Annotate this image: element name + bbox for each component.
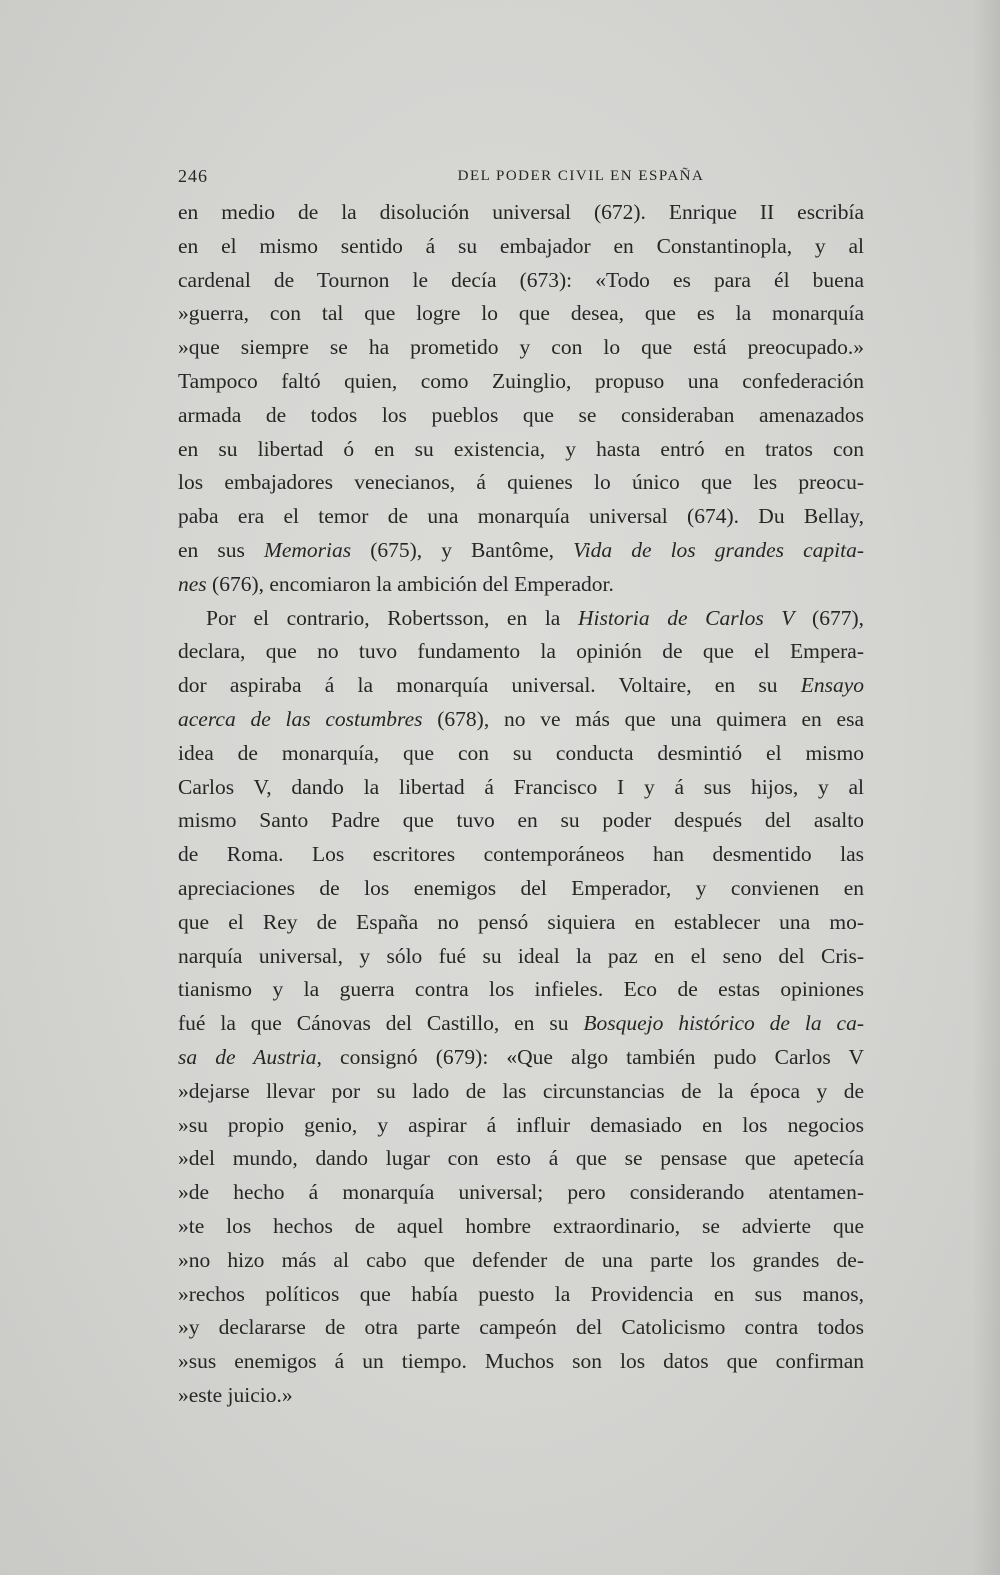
- text-run: »y declararse de otra parte campeón del Catolicismo contra todos: [178, 1315, 864, 1340]
- page-number: 246: [178, 166, 208, 186]
- text-line: [178, 568, 864, 602]
- text-run: (675), y Bantôme,: [351, 537, 574, 562]
- italic-title: Ensayo: [800, 673, 864, 698]
- text-run: »sus enemigos á un tiempo. Muchos son los datos que confirman: [178, 1349, 864, 1374]
- text-run: Tampoco faltó quien, como Zuinglio, propuso una confederación: [178, 368, 864, 393]
- text-line: [178, 973, 864, 1007]
- text-run: »dejarse llevar por su lado de las circunstancias de la época y de: [178, 1078, 864, 1103]
- body-text: [178, 196, 864, 1413]
- text-line: [178, 500, 864, 534]
- text-run: , consignó (679): «Que algo también pudo Carlos V: [316, 1044, 864, 1069]
- text-run: mismo Santo Padre que tuvo en su poder después del asalto: [178, 808, 864, 833]
- text-line: [178, 433, 864, 467]
- text-line: [178, 703, 864, 737]
- text-line: [178, 1007, 864, 1041]
- running-title: DEL PODER CIVIL EN ESPAÑA: [457, 168, 705, 184]
- text-run: dor aspiraba á la monarquía universal. Voltaire, en su: [178, 673, 801, 698]
- text-line: [178, 1142, 864, 1176]
- text-run: narquía universal, y sólo fué su ideal la paz en el seno del Cris-: [178, 943, 864, 968]
- italic-title: sa de Austria: [178, 1044, 317, 1069]
- text-line: [178, 771, 864, 805]
- text-line: [178, 466, 864, 500]
- text-line: [178, 940, 864, 974]
- italic-title: Vida de los grandes capita-: [573, 537, 864, 562]
- text-line: [178, 602, 864, 636]
- text-run: armada de todos los pueblos que se consideraban amenazados: [178, 402, 864, 427]
- text-run: cardenal de Tournon le decía (673): «Todo es para él buena: [178, 267, 864, 292]
- text-line: [178, 804, 864, 838]
- running-head: [178, 166, 864, 190]
- text-run: los embajadores venecianos, á quienes lo único que les preocu-: [178, 470, 864, 495]
- text-run: que el Rey de España no pensó siquiera en establecer una mo-: [178, 909, 864, 934]
- text-run: fué la que Cánovas del Castillo, en su: [178, 1011, 584, 1036]
- text-line: [178, 331, 864, 365]
- text-line: [178, 297, 864, 331]
- text-line: [178, 872, 864, 906]
- text-line: [178, 669, 864, 703]
- text-run: en medio de la disolución universal (672). Enrique II escribía: [178, 200, 864, 224]
- text-run: paba era el temor de una monarquía universal (674). Du Bellay,: [178, 504, 864, 529]
- text-run: »de hecho á monarquía universal; pero considerando atentamen-: [178, 1180, 864, 1205]
- text-run: de Roma. Los escritores contemporáneos han desmentido las: [178, 842, 864, 867]
- text-run: »del mundo, dando lugar con esto á que se pensase que apetecía: [178, 1146, 864, 1171]
- text-run: en su libertad ó en su existencia, y hasta entró en tratos con: [178, 436, 864, 461]
- italic-title: Historia de Carlos V: [577, 605, 795, 630]
- text-line: [178, 230, 864, 264]
- text-line: [178, 906, 864, 940]
- text-run: »su propio genio, y aspirar á influir demasiado en los negocios: [178, 1112, 864, 1137]
- text-line: [178, 1075, 864, 1109]
- text-run: »rechos políticos que había puesto la Providencia en sus manos,: [178, 1281, 864, 1306]
- text-line: [178, 264, 864, 298]
- text-line: [178, 1278, 864, 1312]
- text-line: [178, 399, 864, 433]
- text-run: idea de monarquía, que con su conducta desmintió el mismo: [178, 740, 864, 765]
- italic-title: Bosquejo histórico de la ca-: [583, 1011, 864, 1036]
- text-run: apreciaciones de los enemigos del Emperador, y convienen en: [178, 875, 864, 900]
- text-line: [178, 1041, 864, 1075]
- text-line: [178, 1345, 864, 1379]
- text-line: [178, 838, 864, 872]
- text-line: [178, 1210, 864, 1244]
- text-run: en el mismo sentido á su embajador en Constantinopla, y al: [178, 233, 864, 258]
- text-run: declara, que no tuvo fundamento la opinión de que el Empera-: [178, 639, 864, 664]
- text-line: [178, 365, 864, 399]
- italic-title: Memorias: [263, 537, 352, 562]
- text-run: Carlos V, dando la libertad á Francisco I y á sus hijos, y al: [178, 774, 864, 799]
- text-run: (677),: [794, 605, 864, 630]
- text-run: tianismo y la guerra contra los infieles. Eco de estas opiniones: [178, 977, 864, 1002]
- text-run: Por el contrario, Robertsson, en la: [206, 605, 578, 630]
- italic-title: nes: [178, 571, 207, 596]
- text-run: »no hizo más al cabo que defender de una parte los grandes de-: [178, 1247, 864, 1272]
- text-run: »este juicio.»: [178, 1382, 293, 1407]
- text-line: [178, 1109, 864, 1143]
- text-line: [178, 737, 864, 771]
- text-line: [178, 534, 864, 568]
- text-run: (676), encomiaron la ambición del Emperador.: [206, 571, 614, 596]
- text-line: [178, 1379, 864, 1413]
- text-run: en sus: [178, 537, 264, 562]
- italic-title: acerca de las costumbres: [178, 706, 423, 731]
- text-line: [178, 635, 864, 669]
- text-line: [178, 196, 864, 230]
- text-run: »que siempre se ha prometido y con lo que está preocupado.»: [178, 335, 864, 360]
- text-line: [178, 1176, 864, 1210]
- text-run: (678), no ve más que una quimera en esa: [422, 706, 864, 731]
- text-run: »te los hechos de aquel hombre extraordinario, se advierte que: [178, 1213, 864, 1238]
- text-line: [178, 1311, 864, 1345]
- text-line: [178, 1244, 864, 1278]
- text-run: »guerra, con tal que logre lo que desea, que es la monarquía: [178, 301, 864, 326]
